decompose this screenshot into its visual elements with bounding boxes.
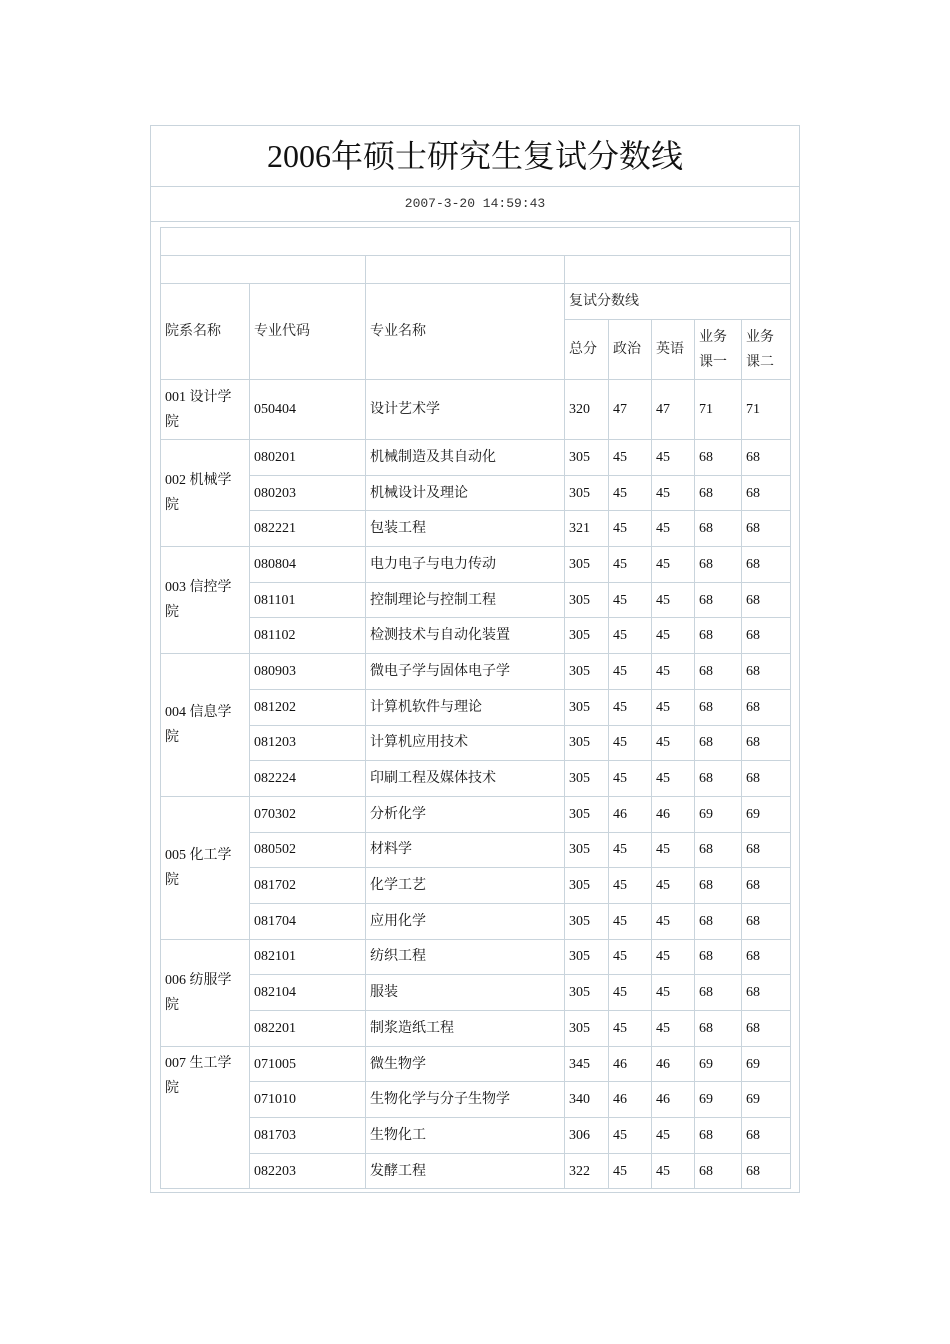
major-cell: 化学工艺 xyxy=(366,868,565,904)
header-major: 专业名称 xyxy=(366,284,565,380)
code-cell: 080903 xyxy=(250,654,366,690)
politics-cell: 45 xyxy=(609,1118,652,1154)
header-row xyxy=(161,284,791,320)
table-row xyxy=(161,725,791,761)
politics-cell: 45 xyxy=(609,618,652,654)
table-row xyxy=(161,475,791,511)
code-cell: 080201 xyxy=(250,440,366,476)
code-cell: 081202 xyxy=(250,689,366,725)
code-cell: 082104 xyxy=(250,975,366,1011)
table-row xyxy=(161,832,791,868)
english-cell: 45 xyxy=(652,939,695,975)
total-cell: 305 xyxy=(565,440,609,476)
course1-cell: 68 xyxy=(695,725,742,761)
course2-cell: 68 xyxy=(742,547,791,583)
course2-cell: 68 xyxy=(742,1153,791,1189)
total-cell: 305 xyxy=(565,796,609,832)
table-row xyxy=(161,380,791,440)
total-cell: 322 xyxy=(565,1153,609,1189)
english-cell: 45 xyxy=(652,1153,695,1189)
course1-cell: 68 xyxy=(695,440,742,476)
code-cell: 082203 xyxy=(250,1153,366,1189)
english-cell: 45 xyxy=(652,618,695,654)
major-cell: 印刷工程及媒体技术 xyxy=(366,761,565,797)
course2-cell: 68 xyxy=(742,440,791,476)
major-cell: 机械设计及理论 xyxy=(366,475,565,511)
course1-cell: 68 xyxy=(695,511,742,547)
code-cell: 082221 xyxy=(250,511,366,547)
table-row xyxy=(161,1118,791,1154)
blank-row xyxy=(161,256,791,284)
course1-cell: 68 xyxy=(695,582,742,618)
english-cell: 45 xyxy=(652,725,695,761)
course1-cell: 68 xyxy=(695,475,742,511)
total-cell: 305 xyxy=(565,689,609,725)
header-english: 英语 xyxy=(652,320,695,380)
header-score-group: 复试分数线 xyxy=(565,284,791,320)
total-cell: 305 xyxy=(565,654,609,690)
table-row xyxy=(161,547,791,583)
english-cell: 47 xyxy=(652,380,695,440)
table-row xyxy=(161,761,791,797)
course1-cell: 68 xyxy=(695,1118,742,1154)
table-row xyxy=(161,654,791,690)
table-row xyxy=(161,582,791,618)
politics-cell: 45 xyxy=(609,939,652,975)
politics-cell: 45 xyxy=(609,475,652,511)
code-cell: 082224 xyxy=(250,761,366,797)
dept-cell: 003 信控学院 xyxy=(161,547,250,654)
politics-cell: 45 xyxy=(609,547,652,583)
total-cell: 345 xyxy=(565,1046,609,1082)
course2-cell: 69 xyxy=(742,1046,791,1082)
total-cell: 305 xyxy=(565,975,609,1011)
english-cell: 45 xyxy=(652,903,695,939)
politics-cell: 45 xyxy=(609,511,652,547)
course1-cell: 69 xyxy=(695,1046,742,1082)
major-cell: 计算机应用技术 xyxy=(366,725,565,761)
major-cell: 材料学 xyxy=(366,832,565,868)
english-cell: 45 xyxy=(652,475,695,511)
course1-cell: 68 xyxy=(695,939,742,975)
course1-cell: 69 xyxy=(695,1082,742,1118)
table-row xyxy=(161,1011,791,1047)
politics-cell: 45 xyxy=(609,832,652,868)
table-row xyxy=(161,689,791,725)
english-cell: 45 xyxy=(652,1011,695,1047)
politics-cell: 45 xyxy=(609,903,652,939)
total-cell: 305 xyxy=(565,582,609,618)
code-cell: 081203 xyxy=(250,725,366,761)
english-cell: 45 xyxy=(652,547,695,583)
english-cell: 45 xyxy=(652,511,695,547)
table-row xyxy=(161,1046,791,1082)
table-row xyxy=(161,975,791,1011)
table-row xyxy=(161,939,791,975)
total-cell: 340 xyxy=(565,1082,609,1118)
english-cell: 46 xyxy=(652,796,695,832)
course1-cell: 68 xyxy=(695,903,742,939)
major-cell: 设计艺术学 xyxy=(366,380,565,440)
total-cell: 305 xyxy=(565,1011,609,1047)
dept-cell: 006 纺服学院 xyxy=(161,939,250,1046)
english-cell: 46 xyxy=(652,1082,695,1118)
politics-cell: 46 xyxy=(609,796,652,832)
english-cell: 45 xyxy=(652,689,695,725)
course1-cell: 68 xyxy=(695,654,742,690)
politics-cell: 45 xyxy=(609,868,652,904)
course2-cell: 68 xyxy=(742,975,791,1011)
politics-cell: 45 xyxy=(609,582,652,618)
politics-cell: 46 xyxy=(609,1082,652,1118)
code-cell: 080502 xyxy=(250,832,366,868)
total-cell: 305 xyxy=(565,618,609,654)
code-cell: 081102 xyxy=(250,618,366,654)
course2-cell: 68 xyxy=(742,1118,791,1154)
course2-cell: 68 xyxy=(742,725,791,761)
header-total: 总分 xyxy=(565,320,609,380)
politics-cell: 45 xyxy=(609,440,652,476)
code-cell: 082101 xyxy=(250,939,366,975)
dept-cell: 004 信息学院 xyxy=(161,654,250,797)
total-cell: 305 xyxy=(565,903,609,939)
major-cell: 服装 xyxy=(366,975,565,1011)
dept-cell: 001 设计学院 xyxy=(161,380,250,440)
course2-cell: 71 xyxy=(742,380,791,440)
blank-row xyxy=(161,228,791,256)
code-cell: 081703 xyxy=(250,1118,366,1154)
english-cell: 45 xyxy=(652,1118,695,1154)
politics-cell: 45 xyxy=(609,975,652,1011)
dept-cell: 005 化工学院 xyxy=(161,796,250,939)
header-code: 专业代码 xyxy=(250,284,366,380)
header-politics: 政治 xyxy=(609,320,652,380)
course1-cell: 68 xyxy=(695,618,742,654)
english-cell: 45 xyxy=(652,582,695,618)
header-course1: 业务课一 xyxy=(695,320,742,380)
english-cell: 46 xyxy=(652,1046,695,1082)
english-cell: 45 xyxy=(652,761,695,797)
table-row xyxy=(161,511,791,547)
major-cell: 制浆造纸工程 xyxy=(366,1011,565,1047)
table-row xyxy=(161,440,791,476)
english-cell: 45 xyxy=(652,654,695,690)
course2-cell: 69 xyxy=(742,1082,791,1118)
course2-cell: 68 xyxy=(742,761,791,797)
english-cell: 45 xyxy=(652,440,695,476)
course2-cell: 68 xyxy=(742,1011,791,1047)
score-table xyxy=(160,227,791,1189)
table-row xyxy=(161,796,791,832)
course2-cell: 68 xyxy=(742,903,791,939)
politics-cell: 45 xyxy=(609,654,652,690)
course2-cell: 68 xyxy=(742,939,791,975)
course1-cell: 68 xyxy=(695,761,742,797)
major-cell: 发酵工程 xyxy=(366,1153,565,1189)
politics-cell: 45 xyxy=(609,761,652,797)
code-cell: 081702 xyxy=(250,868,366,904)
publish-date: 2007-3-20 14:59:43 xyxy=(151,187,799,222)
course2-cell: 68 xyxy=(742,582,791,618)
english-cell: 45 xyxy=(652,975,695,1011)
course2-cell: 68 xyxy=(742,511,791,547)
major-cell: 纺织工程 xyxy=(366,939,565,975)
major-cell: 包装工程 xyxy=(366,511,565,547)
major-cell: 生物化学与分子生物学 xyxy=(366,1082,565,1118)
politics-cell: 46 xyxy=(609,1046,652,1082)
course1-cell: 71 xyxy=(695,380,742,440)
table-row xyxy=(161,618,791,654)
major-cell: 微生物学 xyxy=(366,1046,565,1082)
total-cell: 305 xyxy=(565,868,609,904)
course1-cell: 68 xyxy=(695,868,742,904)
major-cell: 电力电子与电力传动 xyxy=(366,547,565,583)
major-cell: 应用化学 xyxy=(366,903,565,939)
header-course2: 业务课二 xyxy=(742,320,791,380)
major-cell: 控制理论与控制工程 xyxy=(366,582,565,618)
table-row xyxy=(161,868,791,904)
code-cell: 071005 xyxy=(250,1046,366,1082)
page-title: 2006年硕士研究生复试分数线 xyxy=(151,126,799,187)
major-cell: 分析化学 xyxy=(366,796,565,832)
course2-cell: 68 xyxy=(742,654,791,690)
major-cell: 检测技术与自动化装置 xyxy=(366,618,565,654)
course1-cell: 68 xyxy=(695,832,742,868)
course1-cell: 68 xyxy=(695,689,742,725)
code-cell: 071010 xyxy=(250,1082,366,1118)
course1-cell: 68 xyxy=(695,547,742,583)
major-cell: 生物化工 xyxy=(366,1118,565,1154)
course2-cell: 69 xyxy=(742,796,791,832)
course2-cell: 68 xyxy=(742,689,791,725)
table-row xyxy=(161,903,791,939)
politics-cell: 45 xyxy=(609,725,652,761)
code-cell: 082201 xyxy=(250,1011,366,1047)
major-cell: 微电子学与固体电子学 xyxy=(366,654,565,690)
politics-cell: 47 xyxy=(609,380,652,440)
course2-cell: 68 xyxy=(742,832,791,868)
english-cell: 45 xyxy=(652,832,695,868)
table-row xyxy=(161,1082,791,1118)
total-cell: 321 xyxy=(565,511,609,547)
code-cell: 070302 xyxy=(250,796,366,832)
total-cell: 305 xyxy=(565,475,609,511)
table-row xyxy=(161,1153,791,1189)
code-cell: 080203 xyxy=(250,475,366,511)
total-cell: 305 xyxy=(565,832,609,868)
course2-cell: 68 xyxy=(742,868,791,904)
course2-cell: 68 xyxy=(742,475,791,511)
dept-cell: 002 机械学院 xyxy=(161,440,250,547)
course1-cell: 68 xyxy=(695,975,742,1011)
code-cell: 050404 xyxy=(250,380,366,440)
course1-cell: 68 xyxy=(695,1011,742,1047)
total-cell: 305 xyxy=(565,939,609,975)
course1-cell: 69 xyxy=(695,796,742,832)
english-cell: 45 xyxy=(652,868,695,904)
total-cell: 305 xyxy=(565,761,609,797)
total-cell: 305 xyxy=(565,547,609,583)
politics-cell: 45 xyxy=(609,1011,652,1047)
total-cell: 305 xyxy=(565,725,609,761)
code-cell: 080804 xyxy=(250,547,366,583)
major-cell: 机械制造及其自动化 xyxy=(366,440,565,476)
course2-cell: 68 xyxy=(742,618,791,654)
code-cell: 081704 xyxy=(250,903,366,939)
major-cell: 计算机软件与理论 xyxy=(366,689,565,725)
code-cell: 081101 xyxy=(250,582,366,618)
dept-cell: 007 生工学院 xyxy=(161,1046,250,1189)
course1-cell: 68 xyxy=(695,1153,742,1189)
politics-cell: 45 xyxy=(609,689,652,725)
politics-cell: 45 xyxy=(609,1153,652,1189)
total-cell: 320 xyxy=(565,380,609,440)
total-cell: 306 xyxy=(565,1118,609,1154)
header-dept: 院系名称 xyxy=(161,284,250,380)
